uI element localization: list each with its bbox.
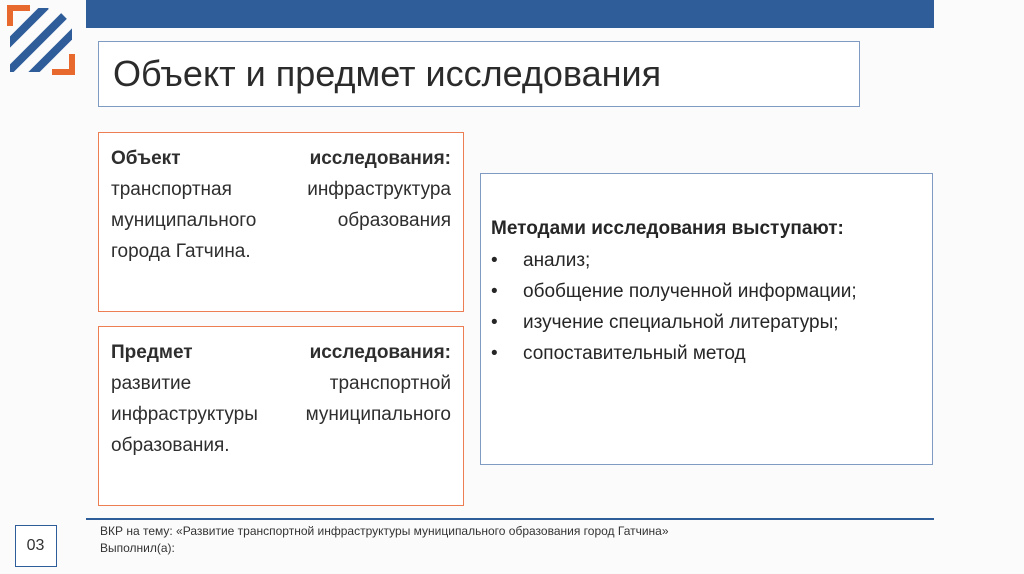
object-heading-word2: исследования: [309, 148, 451, 169]
methods-list-item [491, 338, 857, 369]
slide-number: 03 [26, 537, 45, 554]
object-line-2 [111, 205, 451, 236]
object-line-3 [111, 236, 451, 267]
slide-number-box [15, 525, 57, 567]
bullet-icon: • [491, 312, 498, 333]
object-heading-line [111, 143, 451, 174]
subject-line-3 [111, 430, 451, 461]
bullet-icon: • [491, 281, 498, 302]
footer-topic: ВКР на тему: «Развитие транспортной инфраструктуры муниципального образования город Гатчина» [100, 524, 669, 538]
subject-heading-line [111, 337, 451, 368]
methods-heading: Методами исследования выступают: [491, 218, 844, 239]
methods-item-text: сопоставительный метод [523, 343, 746, 364]
methods-box [480, 173, 933, 465]
footer-author: Выполнил(а): [100, 541, 175, 555]
top-header-bar [86, 0, 934, 28]
object-box [98, 132, 464, 312]
subject-heading-word1: Предмет [111, 342, 193, 363]
object-line-1-right: инфраструктура [307, 179, 451, 200]
methods-list-item [491, 245, 857, 276]
subject-box [98, 326, 464, 506]
subject-line-2-left: инфраструктуры [111, 404, 258, 425]
subject-line-1-right: транспортной [329, 373, 451, 394]
subject-line-2-right: муниципального [305, 404, 451, 425]
methods-list-item [491, 276, 857, 307]
methods-list [491, 245, 857, 369]
object-line-2-left: муниципального [111, 210, 257, 231]
subject-line-1 [111, 368, 451, 399]
methods-item-text: анализ; [523, 250, 591, 271]
bullet-icon: • [491, 343, 498, 364]
diagonal-stripes-logo [6, 4, 76, 76]
methods-list-item [491, 307, 857, 338]
subject-last-line: образования. [111, 435, 230, 456]
object-heading-word1: Объект [111, 148, 181, 169]
subject-heading-word2: исследования: [309, 342, 451, 363]
title-box [98, 41, 860, 107]
footer-text [100, 523, 669, 557]
object-line-1-left: транспортная [111, 179, 232, 200]
methods-item-text: обобщение полученной информации; [523, 281, 857, 302]
bullet-icon: • [491, 250, 498, 271]
subject-line-2 [111, 399, 451, 430]
object-text [111, 143, 451, 267]
subject-line-1-left: развитие [111, 373, 192, 394]
object-line-1 [111, 174, 451, 205]
page-title: Объект и предмет исследования [113, 53, 662, 94]
footer-divider [86, 518, 934, 520]
subject-text [111, 337, 451, 461]
object-line-2-right: образования [337, 210, 451, 231]
object-last-line: города Гатчина. [111, 241, 251, 262]
methods-item-text: изучение специальной литературы; [523, 312, 839, 333]
